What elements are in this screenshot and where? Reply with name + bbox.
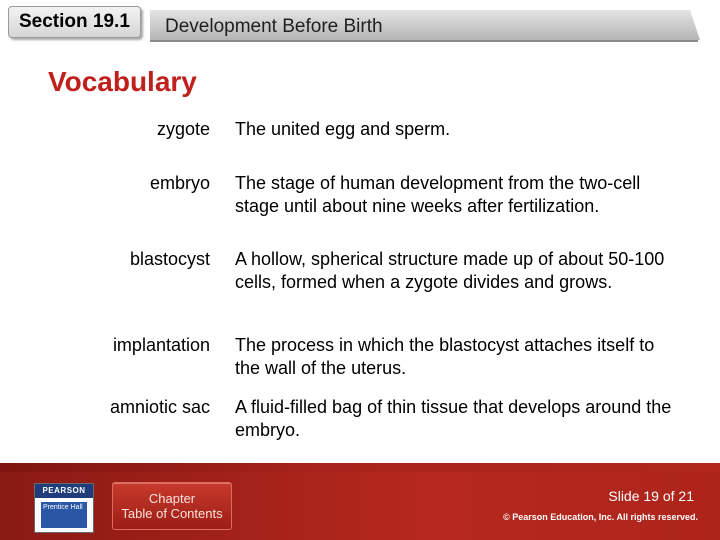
chapter-button-label: Chapter (148, 491, 196, 506)
vocab-definition: The united egg and sperm. (235, 119, 451, 139)
vocab-row (0, 248, 720, 334)
vocab-term: amniotic sac (109, 397, 210, 417)
header (0, 0, 720, 44)
vocab-row (0, 172, 720, 248)
section-title: Development Before Birth (165, 16, 383, 37)
vocab-definition: The stage of human development from the two-cell stage until about nine weeks after fertilization. (235, 173, 641, 216)
page-heading: Vocabulary (48, 66, 197, 97)
vocab-term: embryo (149, 173, 210, 193)
vocab-definition: A fluid-filled bag of thin tissue that develops around the embryo. (235, 397, 672, 440)
vocab-row (0, 396, 720, 446)
vocab-row (0, 334, 720, 396)
vocab-definition: The process in which the blastocyst attaches itself to the wall of the uterus. (235, 335, 655, 378)
vocab-term: zygote (156, 119, 210, 139)
vocabulary-list (0, 118, 720, 446)
footer-band (0, 472, 720, 540)
vocab-row (0, 118, 720, 172)
vocab-term: blastocyst (129, 249, 210, 269)
vocab-term: implantation (112, 335, 210, 355)
copyright: © Pearson Education, Inc. All rights reserved. (503, 512, 698, 522)
slide-number: Slide 19 of 21 (608, 488, 694, 504)
logo-imprint: Prentice Hall (41, 502, 87, 528)
pearson-logo[interactable] (34, 483, 94, 533)
chapter-toc-button[interactable] (112, 482, 232, 530)
vocab-definition: A hollow, spherical structure made up of about 50-100 cells, formed when a zygote divides and grows. (235, 249, 665, 292)
header-rule (150, 40, 698, 42)
chapter-button-sublabel: Table of Contents (121, 506, 223, 521)
logo-wordmark: PEARSON (35, 484, 93, 498)
section-label: Section 19.1 (8, 6, 141, 38)
